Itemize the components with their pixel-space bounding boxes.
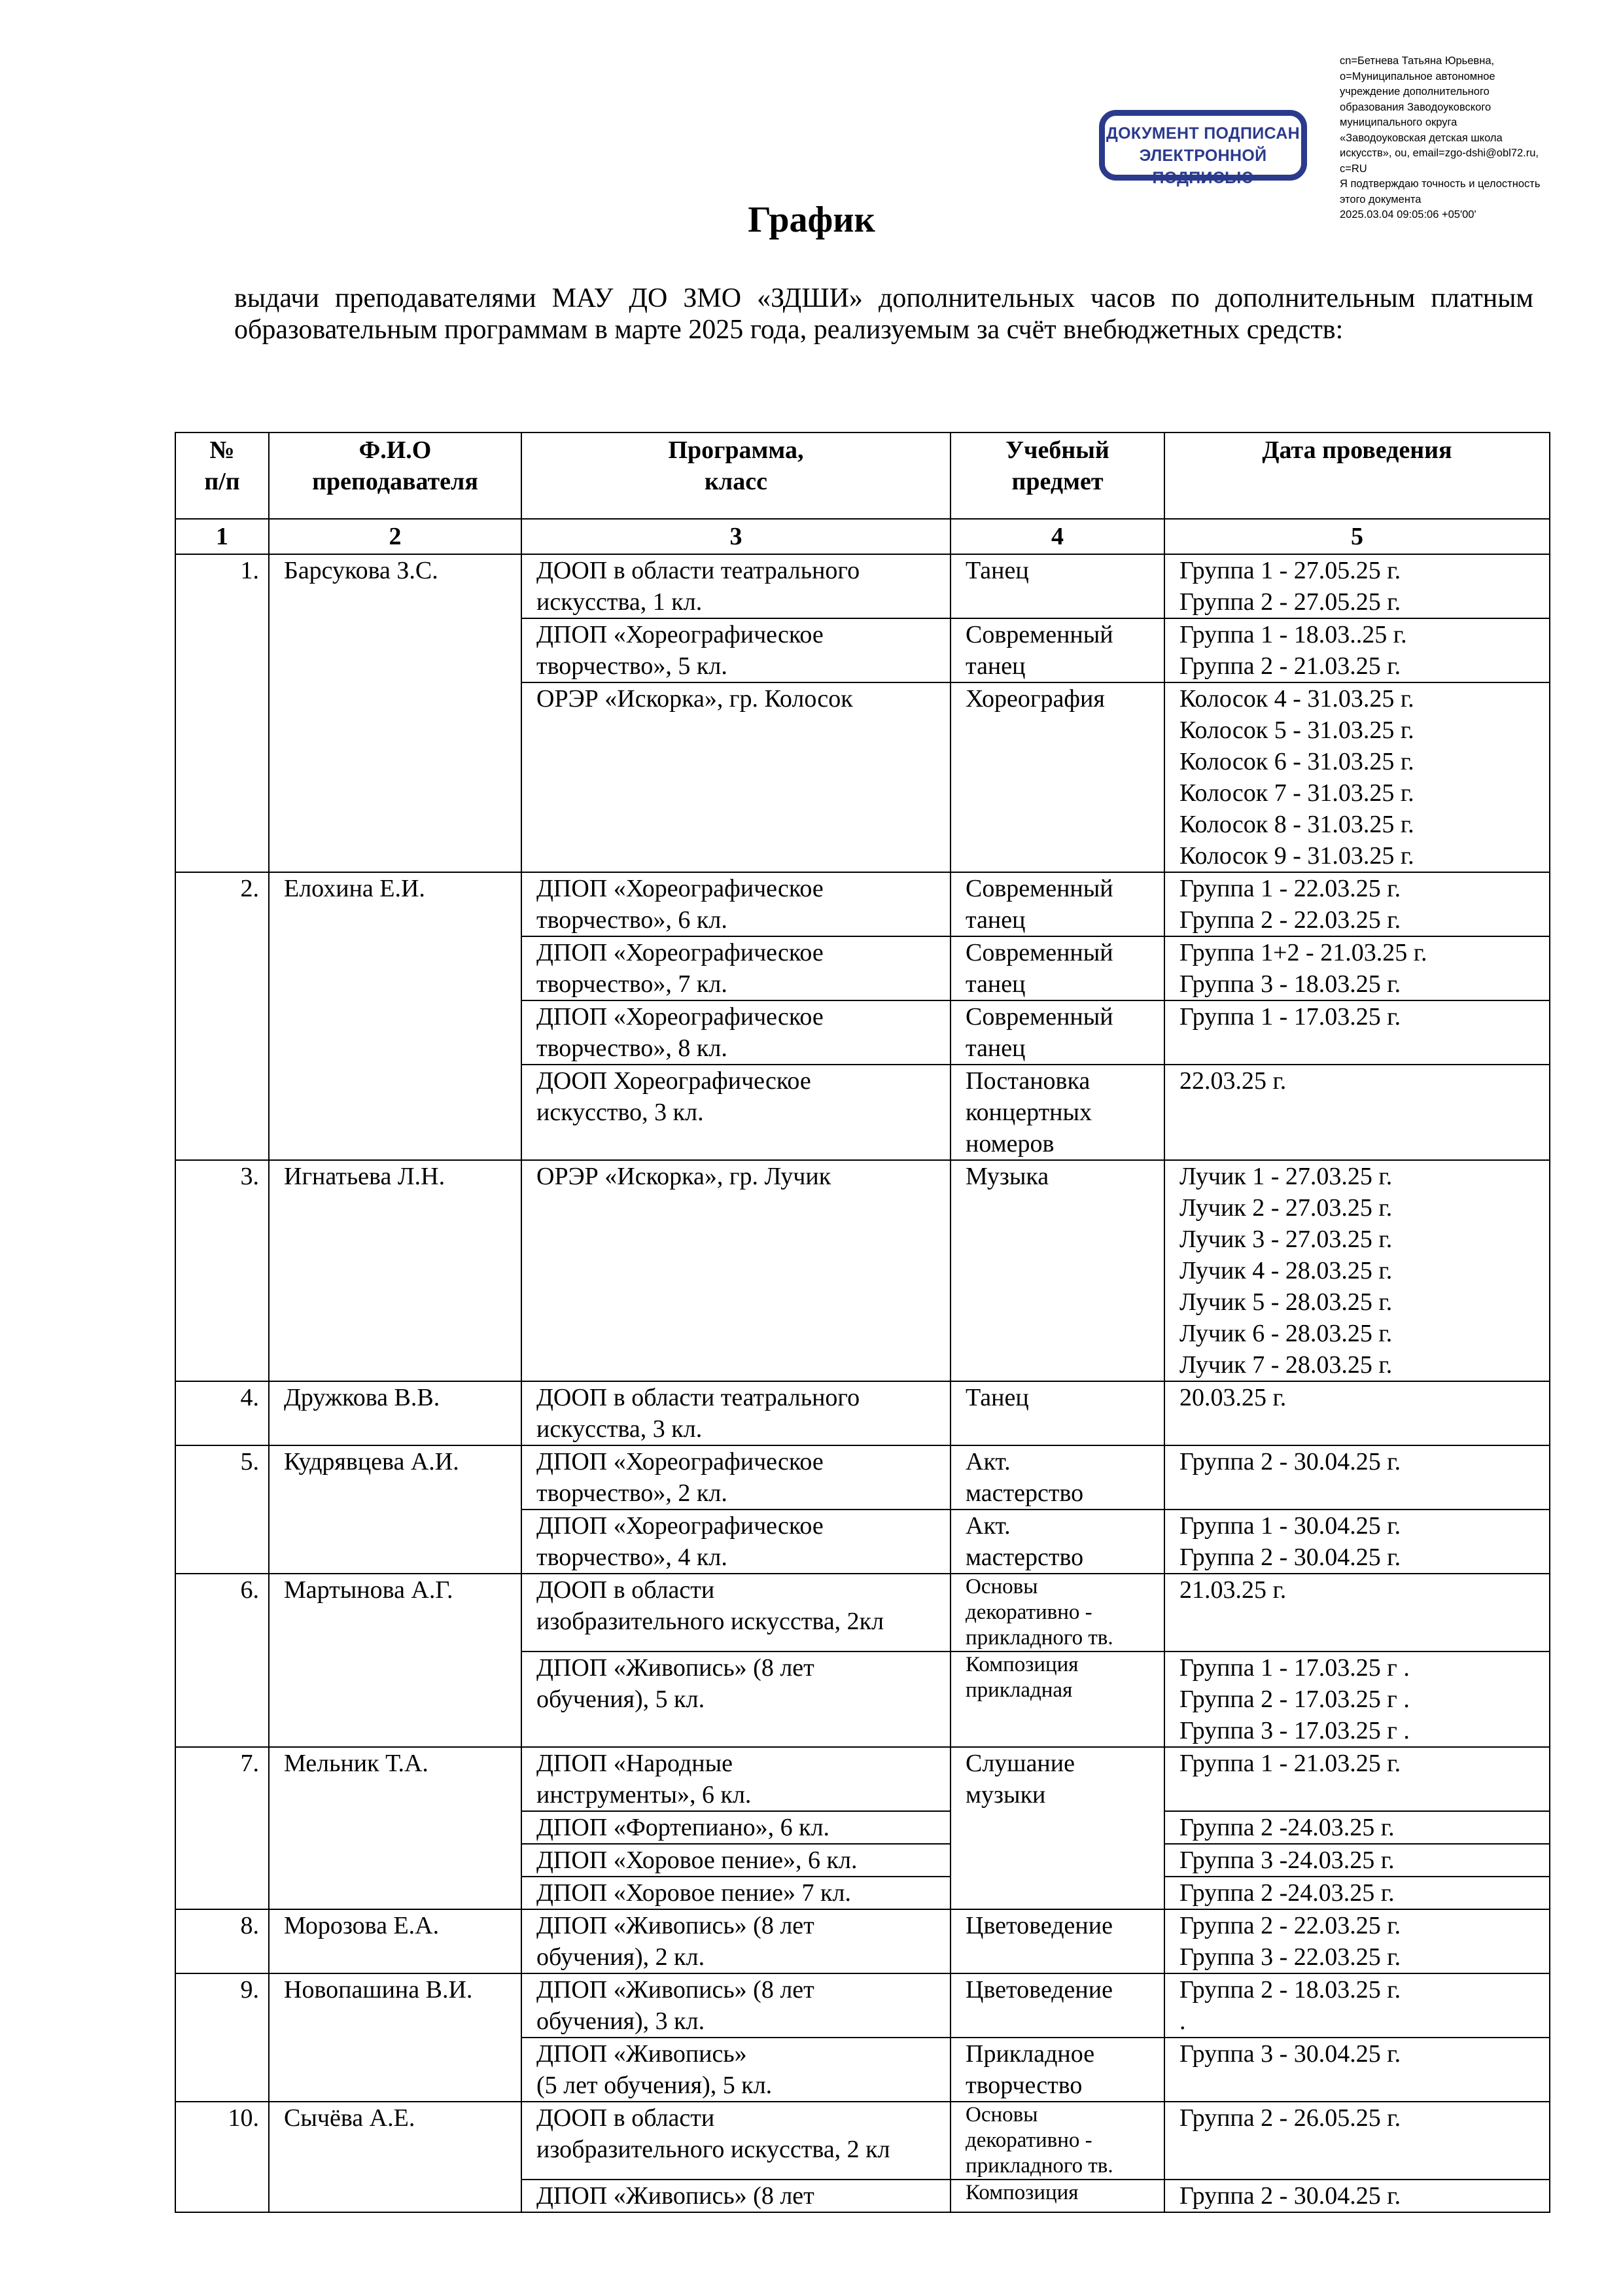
date-cell-line: . <box>1179 2007 1186 2035</box>
date-cell-line: Группа 1 - 17.03.25 г . <box>1179 1654 1410 1682</box>
date-cell-line: Группа 3 - 30.04.25 г. <box>1179 2040 1401 2068</box>
subject-cell-line: Постановка <box>966 1067 1091 1095</box>
date-cell-line: Лучик 4 - 28.03.25 г. <box>1179 1257 1393 1284</box>
subject-cell-line: танец <box>966 906 1026 934</box>
program-cell-line: творчество», 7 кл. <box>536 970 727 998</box>
program-cell <box>521 2038 951 2102</box>
date-cell-line: Группа 2 - 22.03.25 г. <box>1179 1912 1401 1939</box>
row-number: 1. <box>175 554 269 872</box>
date-cell <box>1164 1811 1550 1844</box>
date-cell-line: Группа 2 - 30.04.25 г. <box>1179 1448 1401 1475</box>
e-signature-stamp <box>1099 110 1307 187</box>
header-program: Программа, класс <box>521 433 951 519</box>
date-cell <box>1164 1000 1550 1065</box>
date-cell-line: Колосок 4 - 31.03.25 г. <box>1179 685 1414 713</box>
date-cell-line: Группа 1+2 - 21.03.25 г. <box>1179 939 1427 966</box>
subject-cell-line: Цветоведение <box>966 1912 1113 1939</box>
subject-cell-line: прикладная <box>966 1678 1073 1702</box>
program-cell <box>521 1160 951 1381</box>
row-number: 6. <box>175 1574 269 1747</box>
page-title: График <box>748 200 875 240</box>
date-cell <box>1164 682 1550 872</box>
program-cell-line: ДПОП «Хореографическое <box>536 1003 824 1031</box>
date-cell-line: Лучик 3 - 27.03.25 г. <box>1179 1226 1393 1253</box>
program-cell-line: ДПОП «Хоровое пение», 6 кл. <box>536 1846 858 1874</box>
teacher-name: Барсукова З.С. <box>269 554 521 872</box>
program-cell-line: творчество», 5 кл. <box>536 652 727 680</box>
date-cell-line: Группа 2 - 30.04.25 г. <box>1179 1544 1401 1571</box>
table-row <box>175 1973 1550 2038</box>
teacher-name: Дружкова В.В. <box>269 1381 521 1445</box>
teacher-name: Мартынова А.Г. <box>269 1574 521 1747</box>
teacher-name: Игнатьева Л.Н. <box>269 1160 521 1381</box>
program-cell-line: творчество», 2 кл. <box>536 1479 727 1507</box>
date-cell-line: Группа 3 -24.03.25 г. <box>1179 1846 1395 1874</box>
subject-cell <box>951 1445 1164 1510</box>
program-cell <box>521 1445 951 1510</box>
program-cell <box>521 1811 951 1844</box>
subject-cell <box>951 1065 1164 1160</box>
signature-line: учреждение дополнительного <box>1340 86 1490 97</box>
signature-info <box>1340 54 1614 223</box>
subject-cell <box>951 1160 1164 1381</box>
subject-cell-line: Акт. <box>966 1512 1011 1540</box>
subject-cell <box>951 1510 1164 1574</box>
program-cell-line: ДООП в области театрального <box>536 1384 860 1411</box>
program-cell-line: (5 лет обучения), 5 кл. <box>536 2072 773 2099</box>
date-cell-line: Колосок 6 - 31.03.25 г. <box>1179 748 1414 775</box>
subject-cell <box>951 618 1164 682</box>
table-row <box>175 1909 1550 1973</box>
program-cell <box>521 872 951 936</box>
table-row <box>175 872 1550 936</box>
date-cell <box>1164 1445 1550 1510</box>
date-cell-line: Колосок 5 - 31.03.25 г. <box>1179 716 1414 744</box>
program-cell <box>521 1065 951 1160</box>
date-cell-line: Группа 1 - 22.03.25 г. <box>1179 875 1401 902</box>
date-cell <box>1164 1909 1550 1973</box>
signature-line: образования Заводоуковского <box>1340 101 1492 113</box>
stamp-line-1: ДОКУМЕНТ ПОДПИСАН <box>1106 124 1300 143</box>
program-cell-line: ДООП Хореографическое <box>536 1067 811 1095</box>
date-cell-line: Группа 2 - 18.03.25 г. <box>1179 1976 1401 2004</box>
row-number: 4. <box>175 1381 269 1445</box>
table-row <box>175 2102 1550 2180</box>
date-cell <box>1164 1844 1550 1877</box>
subject-cell-line: концертных <box>966 1099 1092 1126</box>
teacher-name: Сычёва А.Е. <box>269 2102 521 2212</box>
date-cell-line: Группа 2 - 30.04.25 г. <box>1179 2182 1401 2210</box>
subject-cell-line: Композиция <box>966 2181 1079 2204</box>
subject-cell-line: декоративно - <box>966 2128 1092 2152</box>
program-cell-line: творчество», 6 кл. <box>536 906 727 934</box>
subject-cell-line: Современный <box>966 875 1113 902</box>
signature-line: «Заводоуковская детская школа <box>1340 132 1503 144</box>
program-cell-line: творчество», 4 кл. <box>536 1544 727 1571</box>
table-row <box>175 1747 1550 1811</box>
date-cell-line: Группа 1 - 30.04.25 г. <box>1179 1512 1401 1540</box>
subject-cell <box>951 1973 1164 2038</box>
subject-cell-line: Современный <box>966 621 1113 648</box>
program-cell-line: ДПОП «Фортепиано», 6 кл. <box>536 1814 830 1841</box>
subject-cell <box>951 872 1164 936</box>
date-cell-line: Колосок 9 - 31.03.25 г. <box>1179 842 1414 870</box>
signature-line: o=Муниципальное автономное <box>1340 70 1495 82</box>
col-number: 1 <box>175 519 269 554</box>
program-cell-line: ДПОП «Хоровое пение» 7 кл. <box>536 1879 851 1907</box>
row-number: 2. <box>175 872 269 1160</box>
subject-cell-line: номеров <box>966 1130 1055 1157</box>
date-cell <box>1164 1510 1550 1574</box>
date-cell-line: Лучик 2 - 27.03.25 г. <box>1179 1194 1393 1222</box>
signature-line: c=RU <box>1340 162 1367 175</box>
program-cell <box>521 1000 951 1065</box>
subject-cell-line: прикладного тв. <box>966 2154 1113 2178</box>
date-cell-line: Группа 1 - 18.03..25 г. <box>1179 621 1407 648</box>
program-cell-line: ОРЭР «Искорка», гр. Лучик <box>536 1163 831 1190</box>
program-cell-line: ДПОП «Хореографическое <box>536 1512 824 1540</box>
subject-cell <box>951 2180 1164 2212</box>
subject-cell <box>951 1651 1164 1747</box>
date-cell-line: Лучик 7 - 28.03.25 г. <box>1179 1351 1393 1379</box>
date-cell-line: 22.03.25 г. <box>1179 1067 1287 1095</box>
program-cell-line: ДПОП «Живопись» (8 лет <box>536 1912 814 1939</box>
schedule-table <box>175 432 1550 2213</box>
row-number: 5. <box>175 1445 269 1574</box>
signature-line: этого документа <box>1340 193 1422 205</box>
program-cell-line: ДПОП «Живопись» (8 лет <box>536 1976 814 2004</box>
subject-cell <box>951 1000 1164 1065</box>
subject-cell <box>951 554 1164 618</box>
program-cell-line: ДПОП «Хореографическое <box>536 621 824 648</box>
program-cell-line: искусства, 3 кл. <box>536 1415 703 1443</box>
date-cell-line: Группа 3 - 22.03.25 г. <box>1179 1943 1401 1971</box>
date-cell <box>1164 618 1550 682</box>
table-row <box>175 1445 1550 1510</box>
date-cell <box>1164 1574 1550 1651</box>
subject-cell-line: Танец <box>966 1384 1029 1411</box>
date-cell-line: Лучик 5 - 28.03.25 г. <box>1179 1288 1393 1316</box>
date-cell-line: Группа 3 - 17.03.25 г . <box>1179 1717 1410 1744</box>
subject-cell <box>951 936 1164 1000</box>
teacher-name: Кудрявцева А.И. <box>269 1445 521 1574</box>
program-cell <box>521 1381 951 1445</box>
header-num: № п/п <box>175 433 269 519</box>
program-cell-line: ДООП в области театрального <box>536 557 860 584</box>
intro-paragraph: выдачи преподавателями МАУ ДО ЗМО «ЗДШИ» дополнительных часов по дополнительным платным образовательным программам в марте 2025 года, реализуемым за счёт внебюджетных средств: <box>234 283 1533 345</box>
date-cell <box>1164 1160 1550 1381</box>
date-cell-line: 21.03.25 г. <box>1179 1576 1287 1604</box>
program-cell-line: ДПОП «Хореографическое <box>536 1448 824 1475</box>
column-number-row <box>175 519 1550 554</box>
teacher-name: Морозова Е.А. <box>269 1909 521 1973</box>
date-cell-line: Группа 2 - 17.03.25 г . <box>1179 1686 1410 1713</box>
program-cell-line: ДПОП «Живопись» (8 лет <box>536 2182 814 2210</box>
header-subject: Учебный предмет <box>951 433 1164 519</box>
row-number: 8. <box>175 1909 269 1973</box>
date-cell-line: Группа 1 - 21.03.25 г. <box>1179 1750 1401 1777</box>
date-cell <box>1164 1065 1550 1160</box>
col-number: 2 <box>269 519 521 554</box>
program-cell <box>521 1844 951 1877</box>
program-cell <box>521 1877 951 1909</box>
date-cell <box>1164 554 1550 618</box>
subject-cell-line: Музыка <box>966 1163 1049 1190</box>
subject-cell-line: Прикладное <box>966 2040 1095 2068</box>
subject-cell-line: мастерство <box>966 1479 1084 1507</box>
program-cell-line: ДПОП «Живопись» (8 лет <box>536 1654 814 1682</box>
program-cell <box>521 2102 951 2180</box>
row-number: 10. <box>175 2102 269 2212</box>
teacher-name: Елохина Е.И. <box>269 872 521 1160</box>
subject-cell-line: творчество <box>966 2072 1083 2099</box>
program-cell-line: обучения), 5 кл. <box>536 1686 705 1713</box>
program-cell <box>521 1651 951 1747</box>
subject-cell <box>951 1747 1164 1909</box>
row-number: 9. <box>175 1973 269 2102</box>
subject-cell <box>951 1909 1164 1973</box>
table-row <box>175 1574 1550 1651</box>
subject-cell-line: Основы <box>966 2103 1038 2127</box>
program-cell-line: ДПОП «Народные <box>536 1750 733 1777</box>
signature-line: искусств», ou, email=zgo-dshi@obl72.ru, <box>1340 147 1539 159</box>
subject-cell-line: Цветоведение <box>966 1976 1113 2004</box>
date-cell <box>1164 1381 1550 1445</box>
subject-cell <box>951 2102 1164 2180</box>
subject-cell-line: Современный <box>966 939 1113 966</box>
subject-cell <box>951 1381 1164 1445</box>
header-row <box>175 433 1550 519</box>
subject-cell-line: мастерство <box>966 1544 1084 1571</box>
header-teacher: Ф.И.О преподавателя <box>269 433 521 519</box>
program-cell <box>521 554 951 618</box>
program-cell <box>521 1973 951 2038</box>
subject-cell-line: декоративно - <box>966 1600 1092 1624</box>
signature-line: Я подтверждаю точность и целостность <box>1340 178 1541 190</box>
date-cell <box>1164 2038 1550 2102</box>
subject-cell <box>951 2038 1164 2102</box>
program-cell-line: ДПОП «Хореографическое <box>536 875 824 902</box>
date-cell-line: Лучик 1 - 27.03.25 г. <box>1179 1163 1393 1190</box>
date-cell <box>1164 1877 1550 1909</box>
subject-cell-line: Танец <box>966 557 1029 584</box>
date-cell-line: Группа 2 - 27.05.25 г. <box>1179 588 1401 616</box>
date-cell-line: Группа 2 -24.03.25 г. <box>1179 1879 1395 1907</box>
date-cell-line: Колосок 8 - 31.03.25 г. <box>1179 811 1414 838</box>
subject-cell-line: танец <box>966 652 1026 680</box>
date-cell <box>1164 936 1550 1000</box>
table-row <box>175 554 1550 618</box>
subject-cell-line: танец <box>966 1034 1026 1062</box>
program-cell-line: изобразительного искусства, 2кл <box>536 1608 884 1635</box>
date-cell <box>1164 1747 1550 1811</box>
row-number: 3. <box>175 1160 269 1381</box>
program-cell <box>521 1909 951 1973</box>
teacher-name: Мельник Т.А. <box>269 1747 521 1909</box>
program-cell <box>521 682 951 872</box>
date-cell <box>1164 1651 1550 1747</box>
date-cell-line: Лучик 6 - 28.03.25 г. <box>1179 1320 1393 1347</box>
program-cell-line: искусство, 3 кл. <box>536 1099 704 1126</box>
program-cell-line: творчество», 8 кл. <box>536 1034 727 1062</box>
stamp-line-2: ЭЛЕКТРОННОЙ ПОДПИСЬЮ <box>1139 147 1267 187</box>
col-number: 5 <box>1164 519 1550 554</box>
col-number: 4 <box>951 519 1164 554</box>
date-cell-line: Группа 3 - 18.03.25 г. <box>1179 970 1401 998</box>
date-cell-line: Группа 2 - 26.05.25 г. <box>1179 2104 1401 2132</box>
date-cell <box>1164 1973 1550 2038</box>
table-row <box>175 1160 1550 1381</box>
subject-cell-line: Хореография <box>966 685 1105 713</box>
subject-cell-line: Основы <box>966 1575 1038 1598</box>
program-cell <box>521 1747 951 1811</box>
subject-cell-line: прикладного тв. <box>966 1626 1113 1650</box>
program-cell-line: обучения), 3 кл. <box>536 2007 705 2035</box>
date-cell-line: Группа 2 - 22.03.25 г. <box>1179 906 1401 934</box>
date-cell-line: Группа 1 - 17.03.25 г. <box>1179 1003 1401 1031</box>
program-cell <box>521 618 951 682</box>
program-cell-line: инструменты», 6 кл. <box>536 1781 752 1809</box>
program-cell-line: ДООП в области <box>536 2104 715 2132</box>
program-cell-line: изобразительного искусства, 2 кл <box>536 2136 890 2163</box>
date-cell-line: 20.03.25 г. <box>1179 1384 1287 1411</box>
subject-cell <box>951 1574 1164 1651</box>
date-cell-line: Группа 1 - 27.05.25 г. <box>1179 557 1401 584</box>
teacher-name: Новопашина В.И. <box>269 1973 521 2102</box>
subject-cell-line: музыки <box>966 1781 1046 1809</box>
program-cell <box>521 936 951 1000</box>
subject-cell-line: Современный <box>966 1003 1113 1031</box>
subject-cell-line: Композиция <box>966 1653 1079 1676</box>
signature-line: cn=Бетнева Татьяна Юрьевна, <box>1340 55 1495 67</box>
program-cell-line: ДООП в области <box>536 1576 715 1604</box>
subject-cell <box>951 682 1164 872</box>
col-number: 3 <box>521 519 951 554</box>
program-cell-line: ДПОП «Хореографическое <box>536 939 824 966</box>
date-cell <box>1164 2180 1550 2212</box>
signature-line: муниципального округа <box>1340 116 1457 128</box>
date-cell-line: Группа 2 -24.03.25 г. <box>1179 1814 1395 1841</box>
date-cell-line: Группа 2 - 21.03.25 г. <box>1179 652 1401 680</box>
program-cell <box>521 1574 951 1651</box>
program-cell-line: обучения), 2 кл. <box>536 1943 705 1971</box>
date-cell <box>1164 2102 1550 2180</box>
program-cell <box>521 2180 951 2212</box>
date-cell-line: Колосок 7 - 31.03.25 г. <box>1179 779 1414 807</box>
date-cell <box>1164 872 1550 936</box>
subject-cell-line: Акт. <box>966 1448 1011 1475</box>
header-date: Дата проведения <box>1164 433 1550 519</box>
program-cell <box>521 1510 951 1574</box>
table-row <box>175 1381 1550 1445</box>
program-cell-line: ОРЭР «Искорка», гр. Колосок <box>536 685 853 713</box>
subject-cell-line: танец <box>966 970 1026 998</box>
program-cell-line: ДПОП «Живопись» <box>536 2040 747 2068</box>
subject-cell-line: Слушание <box>966 1750 1075 1777</box>
signature-line: 2025.03.04 09:05:06 +05'00' <box>1340 209 1476 221</box>
program-cell-line: искусства, 1 кл. <box>536 588 703 616</box>
row-number: 7. <box>175 1747 269 1909</box>
